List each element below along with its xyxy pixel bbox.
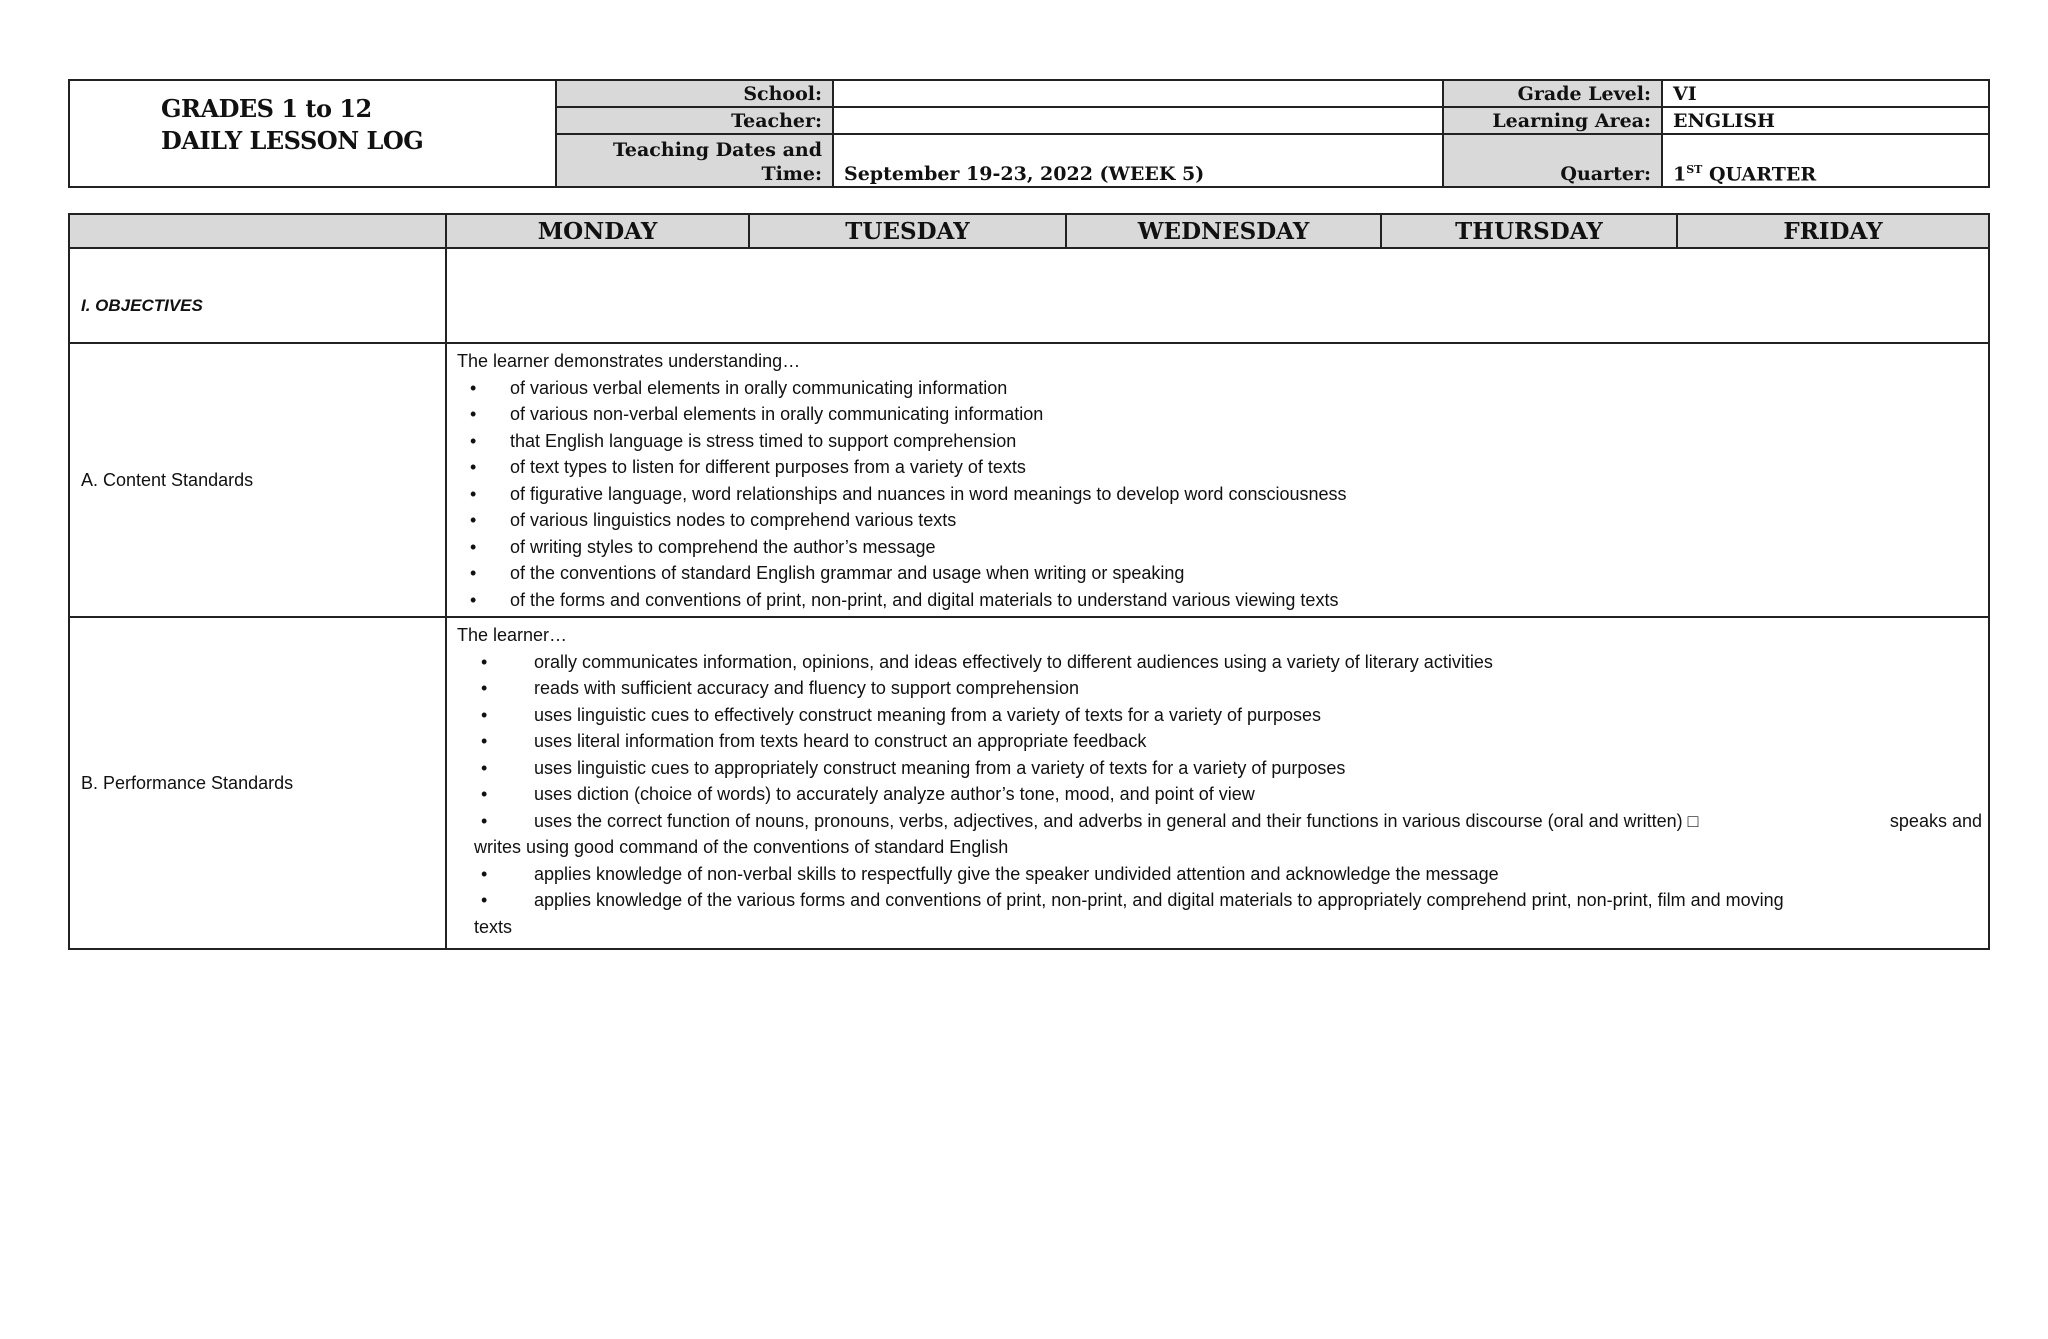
title-line-2: DAILY LESSON LOG	[161, 126, 424, 155]
objectives-content[interactable]	[446, 248, 1989, 343]
performance-standards-row	[69, 617, 1989, 949]
bullet-icon: •	[481, 731, 488, 751]
bullet-icon: •	[481, 784, 488, 804]
performance-standards-label: B. Performance Standards	[69, 617, 446, 949]
objectives-row	[69, 248, 1989, 343]
learning-area-value[interactable]: ENGLISH	[1662, 107, 1989, 134]
list-item-text: texts	[474, 916, 513, 937]
performance-standards-list	[457, 649, 1982, 941]
list-item	[457, 861, 1982, 888]
list-item	[457, 507, 1982, 534]
list-item	[457, 808, 1982, 835]
content-standards-content	[446, 343, 1989, 617]
list-item	[457, 587, 1982, 614]
lesson-log-table	[68, 213, 1990, 950]
bullet-icon: •	[481, 810, 488, 831]
day-header-blank	[69, 214, 446, 248]
list-item	[457, 375, 1982, 402]
teacher-label: Teacher:	[556, 107, 833, 134]
list-item-text: uses the correct function of nouns, pronouns, verbs, adjectives, and adverbs in general and their functions in various discourse (oral and written) □	[534, 810, 1699, 831]
teaching-dates-label-line-1: Teaching Dates and	[612, 139, 822, 161]
performance-standards-lead: The learner…	[457, 625, 568, 645]
list-item-text: applies knowledge of the various forms and conventions of print, non-print, and digital materials to appropriately comprehend print, non-print, film and moving	[534, 890, 1784, 910]
bullet-icon: •	[470, 563, 477, 583]
list-item-text: of various verbal elements in orally communicating information	[510, 377, 1008, 398]
bullet-icon: •	[470, 536, 477, 557]
content-standards-list	[457, 375, 1982, 614]
bullet-icon: •	[481, 863, 488, 884]
list-item-text: uses diction (choice of words) to accurately analyze author’s tone, mood, and point of view	[534, 784, 1255, 804]
quarter-text: QUARTER	[1702, 163, 1817, 185]
teaching-dates-label-line-2: Time:	[761, 163, 822, 185]
list-item-continuation	[457, 914, 1982, 941]
list-item	[457, 887, 1982, 914]
header-table	[68, 79, 1990, 188]
list-item-text: that English language is stress timed to support comprehension	[510, 430, 1017, 451]
list-item-text: of writing styles to comprehend the author’s message	[510, 536, 936, 557]
school-label: School:	[556, 80, 833, 107]
quarter-suffix: ST	[1686, 162, 1703, 176]
quarter-value[interactable]	[1662, 134, 1989, 187]
day-header-row	[69, 214, 1989, 248]
content-standards-label: A. Content Standards	[69, 343, 446, 617]
objectives-label: I. OBJECTIVES	[69, 248, 446, 343]
list-item-text: reads with sufficient accuracy and fluency to support comprehension	[534, 678, 1079, 698]
list-item	[457, 481, 1982, 508]
teacher-value[interactable]	[833, 107, 1443, 134]
grade-level-value[interactable]: VI	[1662, 80, 1989, 107]
list-item	[457, 755, 1982, 782]
list-item-text: of various non-verbal elements in orally communicating information	[510, 404, 1044, 424]
bullet-icon: •	[470, 510, 477, 530]
day-header-tuesday: TUESDAY	[749, 214, 1066, 248]
bullet-icon: •	[481, 757, 488, 778]
bullet-icon: •	[470, 457, 477, 477]
bullet-icon: •	[481, 890, 488, 910]
day-header-wednesday: WEDNESDAY	[1066, 214, 1381, 248]
learning-area-label: Learning Area:	[1443, 107, 1662, 134]
bullet-icon: •	[481, 704, 488, 725]
list-item-text: uses literal information from texts heard to construct an appropriate feedback	[534, 731, 1147, 751]
grade-level-label: Grade Level:	[1443, 80, 1662, 107]
list-item	[457, 560, 1982, 587]
quarter-label: Quarter:	[1443, 134, 1662, 187]
bullet-icon: •	[470, 483, 477, 504]
list-item-continuation	[457, 834, 1982, 861]
list-item	[457, 702, 1982, 729]
list-item	[457, 454, 1982, 481]
list-item	[457, 781, 1982, 808]
bullet-icon: •	[470, 404, 477, 424]
day-header-thursday: THURSDAY	[1381, 214, 1677, 248]
list-item-text: applies knowledge of non-verbal skills to respectfully give the speaker undivided attention and acknowledge the message	[534, 863, 1499, 884]
list-item-text: of figurative language, word relationships and nuances in word meanings to develop word consciousness	[510, 483, 1347, 504]
list-item-text: orally communicates information, opinions, and ideas effectively to different audiences using a variety of literary activities	[534, 651, 1493, 672]
teaching-dates-value[interactable]: September 19-23, 2022 (WEEK 5)	[833, 134, 1443, 187]
list-item	[457, 675, 1982, 702]
list-item-text: of various linguistics nodes to comprehend various texts	[510, 510, 957, 530]
quarter-number: 1	[1673, 163, 1687, 185]
bullet-icon: •	[481, 678, 488, 698]
list-item	[457, 728, 1982, 755]
bullet-icon: •	[470, 589, 477, 610]
list-item-text: writes using good command of the conventions of standard English	[474, 837, 1009, 857]
bullet-icon: •	[470, 377, 477, 398]
content-standards-lead: The learner demonstrates understanding…	[457, 351, 801, 371]
list-item-text: of text types to listen for different purposes from a variety of texts	[510, 457, 1026, 477]
list-item	[457, 428, 1982, 455]
teaching-dates-label	[556, 134, 833, 187]
list-item	[457, 401, 1982, 428]
bullet-icon: •	[481, 651, 488, 672]
list-item-text-right: speaks and	[1889, 810, 1982, 831]
list-item-text: of the forms and conventions of print, non-print, and digital materials to understand various viewing texts	[510, 589, 1339, 610]
list-item-text: uses linguistic cues to effectively construct meaning from a variety of texts for a variety of purposes	[534, 704, 1322, 725]
list-item	[457, 534, 1982, 561]
bullet-icon: •	[470, 430, 477, 451]
content-standards-row	[69, 343, 1989, 617]
performance-standards-content	[446, 617, 1989, 949]
list-item	[457, 649, 1982, 676]
title-line-1: GRADES 1 to 12	[161, 94, 372, 123]
document-title	[69, 80, 556, 187]
day-header-monday: MONDAY	[446, 214, 749, 248]
list-item-text: uses linguistic cues to appropriately construct meaning from a variety of texts for a variety of purposes	[534, 757, 1346, 778]
school-value[interactable]	[833, 80, 1443, 107]
day-header-friday: FRIDAY	[1677, 214, 1989, 248]
list-item-text: of the conventions of standard English grammar and usage when writing or speaking	[510, 563, 1185, 583]
